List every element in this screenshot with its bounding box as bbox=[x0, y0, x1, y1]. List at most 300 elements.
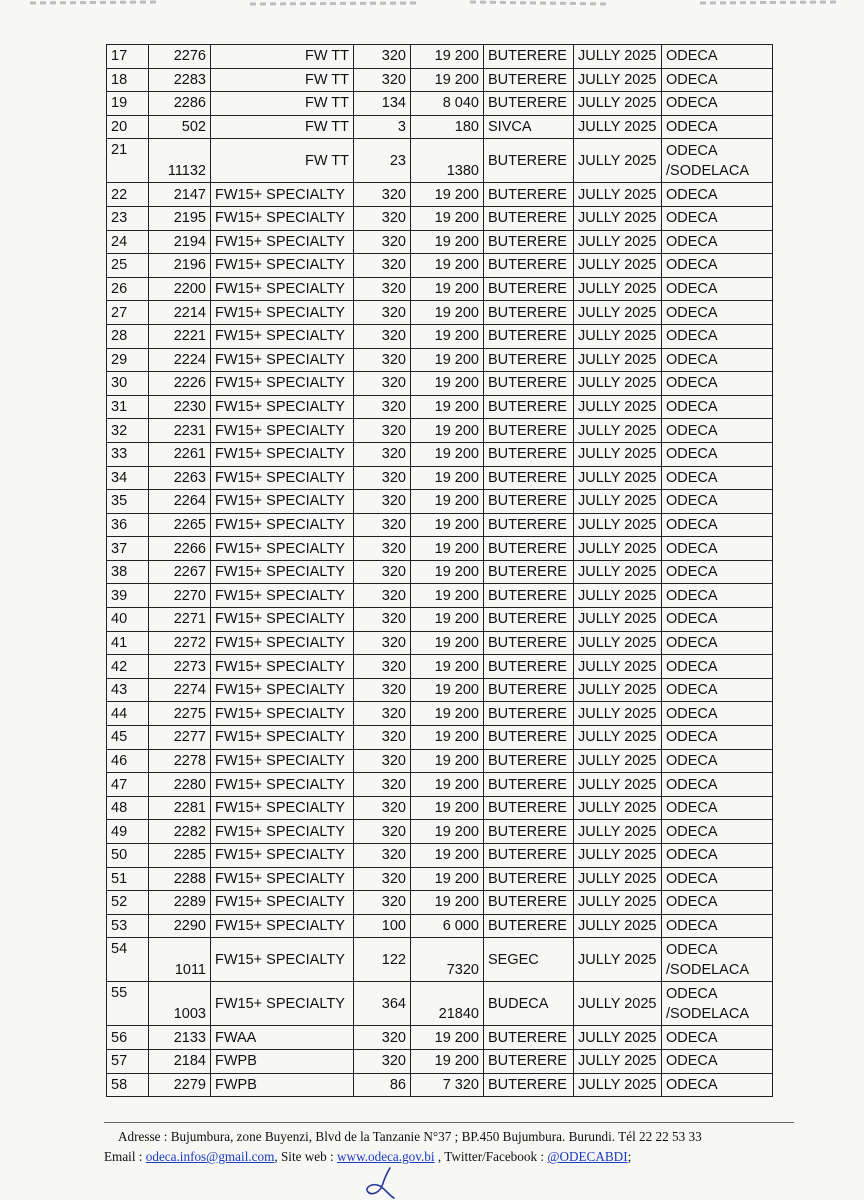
owner-cell: ODECA /SODELACA bbox=[662, 139, 773, 183]
row-number-cell: 45 bbox=[107, 726, 149, 750]
table-row bbox=[107, 68, 773, 92]
weight-kg-cell: 19 200 bbox=[411, 254, 484, 278]
grade-cell: FW15+ SPECIALTY bbox=[211, 466, 354, 490]
weight-kg-cell: 6 000 bbox=[411, 914, 484, 938]
period-cell: JULLY 2025 bbox=[574, 513, 662, 537]
social-label: , Twitter/Facebook : bbox=[434, 1149, 548, 1164]
grade-cell: FW15+ SPECIALTY bbox=[211, 678, 354, 702]
period-cell: JULLY 2025 bbox=[574, 277, 662, 301]
lot-number-cell: 2275 bbox=[149, 702, 211, 726]
lot-number-cell: 2230 bbox=[149, 395, 211, 419]
period-cell: JULLY 2025 bbox=[574, 796, 662, 820]
station-cell: BUTERERE bbox=[484, 301, 574, 325]
station-cell: BUTERERE bbox=[484, 277, 574, 301]
bag-count-cell: 3 bbox=[354, 115, 411, 139]
owner-cell: ODECA bbox=[662, 45, 773, 69]
station-cell: BUTERERE bbox=[484, 702, 574, 726]
period-cell: JULLY 2025 bbox=[574, 891, 662, 915]
table-row bbox=[107, 678, 773, 702]
weight-kg-cell: 19 200 bbox=[411, 324, 484, 348]
bag-count-cell: 320 bbox=[354, 183, 411, 207]
owner-cell: ODECA bbox=[662, 891, 773, 915]
bag-count-cell: 320 bbox=[354, 466, 411, 490]
row-number-cell: 31 bbox=[107, 395, 149, 419]
period-cell: JULLY 2025 bbox=[574, 1073, 662, 1097]
station-cell: BUTERERE bbox=[484, 324, 574, 348]
table-row bbox=[107, 982, 773, 1026]
grade-cell: FW15+ SPECIALTY bbox=[211, 749, 354, 773]
owner-cell: ODECA bbox=[662, 92, 773, 116]
period-cell: JULLY 2025 bbox=[574, 115, 662, 139]
row-number-cell: 32 bbox=[107, 419, 149, 443]
bag-count-cell: 86 bbox=[354, 1073, 411, 1097]
weight-kg-cell: 19 200 bbox=[411, 773, 484, 797]
period-cell: JULLY 2025 bbox=[574, 206, 662, 230]
owner-cell: ODECA bbox=[662, 796, 773, 820]
grade-cell: FW15+ SPECIALTY bbox=[211, 513, 354, 537]
row-number-cell: 18 bbox=[107, 68, 149, 92]
owner-cell: ODECA bbox=[662, 726, 773, 750]
lot-number-cell: 2290 bbox=[149, 914, 211, 938]
lot-number-cell: 2272 bbox=[149, 631, 211, 655]
weight-kg-cell: 19 200 bbox=[411, 631, 484, 655]
grade-cell: FWPB bbox=[211, 1049, 354, 1073]
weight-kg-cell: 19 200 bbox=[411, 183, 484, 207]
period-cell: JULLY 2025 bbox=[574, 68, 662, 92]
row-number-cell: 39 bbox=[107, 584, 149, 608]
station-cell: BUTERERE bbox=[484, 139, 574, 183]
table-row bbox=[107, 466, 773, 490]
bag-count-cell: 320 bbox=[354, 301, 411, 325]
table-row bbox=[107, 796, 773, 820]
station-cell: BUTERERE bbox=[484, 68, 574, 92]
grade-cell: FW15+ SPECIALTY bbox=[211, 914, 354, 938]
bag-count-cell: 320 bbox=[354, 348, 411, 372]
grade-cell: FW15+ SPECIALTY bbox=[211, 183, 354, 207]
lot-number-cell: 2200 bbox=[149, 277, 211, 301]
station-cell: BUTERERE bbox=[484, 513, 574, 537]
row-number-cell: 27 bbox=[107, 301, 149, 325]
station-cell: BUDECA bbox=[484, 982, 574, 1026]
row-number-cell: 49 bbox=[107, 820, 149, 844]
grade-cell: FW15+ SPECIALTY bbox=[211, 537, 354, 561]
grade-cell: FW15+ SPECIALTY bbox=[211, 490, 354, 514]
bag-count-cell: 320 bbox=[354, 537, 411, 561]
row-number-cell: 24 bbox=[107, 230, 149, 254]
social-handle-link[interactable]: @ODECABDI bbox=[547, 1149, 628, 1164]
grade-cell: FW15+ SPECIALTY bbox=[211, 254, 354, 278]
grade-cell: FW15+ SPECIALTY bbox=[211, 372, 354, 396]
grade-cell: FW15+ SPECIALTY bbox=[211, 277, 354, 301]
lot-number-cell: 2133 bbox=[149, 1026, 211, 1050]
social-suffix: ; bbox=[627, 1149, 632, 1164]
grade-cell: FW15+ SPECIALTY bbox=[211, 348, 354, 372]
station-cell: BUTERERE bbox=[484, 1026, 574, 1050]
lot-number-cell: 2281 bbox=[149, 796, 211, 820]
weight-kg-cell: 19 200 bbox=[411, 206, 484, 230]
owner-cell: ODECA bbox=[662, 1049, 773, 1073]
station-cell: BUTERERE bbox=[484, 490, 574, 514]
grade-cell: FW15+ SPECIALTY bbox=[211, 938, 354, 982]
station-cell: BUTERERE bbox=[484, 820, 574, 844]
row-number-cell: 37 bbox=[107, 537, 149, 561]
station-cell: BUTERERE bbox=[484, 1073, 574, 1097]
table-row bbox=[107, 513, 773, 537]
lot-number-cell: 2276 bbox=[149, 45, 211, 69]
lot-number-cell: 2286 bbox=[149, 92, 211, 116]
row-number-cell: 20 bbox=[107, 115, 149, 139]
grade-cell: FW15+ SPECIALTY bbox=[211, 796, 354, 820]
row-number-cell: 47 bbox=[107, 773, 149, 797]
grade-cell: FW15+ SPECIALTY bbox=[211, 560, 354, 584]
table-row bbox=[107, 230, 773, 254]
station-cell: BUTERERE bbox=[484, 608, 574, 632]
row-number-cell: 46 bbox=[107, 749, 149, 773]
row-number-cell: 55 bbox=[107, 982, 149, 1026]
period-cell: JULLY 2025 bbox=[574, 678, 662, 702]
owner-cell: ODECA bbox=[662, 230, 773, 254]
station-cell: BUTERERE bbox=[484, 844, 574, 868]
bag-count-cell: 320 bbox=[354, 206, 411, 230]
period-cell: JULLY 2025 bbox=[574, 982, 662, 1026]
lot-number-cell: 11132 bbox=[149, 139, 211, 183]
grade-cell: FW15+ SPECIALTY bbox=[211, 584, 354, 608]
owner-cell: ODECA bbox=[662, 914, 773, 938]
lot-number-cell: 2194 bbox=[149, 230, 211, 254]
owner-cell: ODECA bbox=[662, 1073, 773, 1097]
table-row bbox=[107, 560, 773, 584]
row-number-cell: 33 bbox=[107, 442, 149, 466]
row-number-cell: 28 bbox=[107, 324, 149, 348]
grade-cell: FW15+ SPECIALTY bbox=[211, 726, 354, 750]
grade-cell: FW15+ SPECIALTY bbox=[211, 301, 354, 325]
station-cell: BUTERERE bbox=[484, 678, 574, 702]
station-cell: SIVCA bbox=[484, 115, 574, 139]
weight-kg-cell: 19 200 bbox=[411, 372, 484, 396]
grade-cell: FW15+ SPECIALTY bbox=[211, 419, 354, 443]
row-number-cell: 43 bbox=[107, 678, 149, 702]
weight-kg-cell: 19 200 bbox=[411, 230, 484, 254]
lot-number-cell: 2270 bbox=[149, 584, 211, 608]
station-cell: BUTERERE bbox=[484, 442, 574, 466]
period-cell: JULLY 2025 bbox=[574, 844, 662, 868]
lot-number-cell: 2289 bbox=[149, 891, 211, 915]
lot-number-cell: 2267 bbox=[149, 560, 211, 584]
station-cell: BUTERERE bbox=[484, 372, 574, 396]
table-row bbox=[107, 584, 773, 608]
owner-cell: ODECA bbox=[662, 631, 773, 655]
lot-number-cell: 2195 bbox=[149, 206, 211, 230]
weight-kg-cell: 19 200 bbox=[411, 796, 484, 820]
owner-cell: ODECA bbox=[662, 372, 773, 396]
bag-count-cell: 320 bbox=[354, 513, 411, 537]
grade-cell: FW15+ SPECIALTY bbox=[211, 891, 354, 915]
table-row bbox=[107, 938, 773, 982]
weight-kg-cell: 19 200 bbox=[411, 419, 484, 443]
weight-kg-cell: 7 320 bbox=[411, 1073, 484, 1097]
period-cell: JULLY 2025 bbox=[574, 1049, 662, 1073]
table-body bbox=[107, 45, 773, 1097]
period-cell: JULLY 2025 bbox=[574, 631, 662, 655]
website-link[interactable]: www.odeca.gov.bi bbox=[337, 1149, 435, 1164]
footer bbox=[104, 1127, 804, 1167]
owner-cell: ODECA bbox=[662, 419, 773, 443]
row-number-cell: 56 bbox=[107, 1026, 149, 1050]
bag-count-cell: 320 bbox=[354, 45, 411, 69]
weight-kg-cell: 7320 bbox=[411, 938, 484, 982]
grade-cell: FW15+ SPECIALTY bbox=[211, 867, 354, 891]
bag-count-cell: 320 bbox=[354, 1026, 411, 1050]
grade-cell: FWAA bbox=[211, 1026, 354, 1050]
period-cell: JULLY 2025 bbox=[574, 773, 662, 797]
owner-cell: ODECA bbox=[662, 537, 773, 561]
row-number-cell: 48 bbox=[107, 796, 149, 820]
row-number-cell: 40 bbox=[107, 608, 149, 632]
bag-count-cell: 320 bbox=[354, 891, 411, 915]
row-number-cell: 35 bbox=[107, 490, 149, 514]
row-number-cell: 42 bbox=[107, 655, 149, 679]
email-link[interactable]: odeca.infos@gmail.com bbox=[145, 1149, 275, 1164]
period-cell: JULLY 2025 bbox=[574, 537, 662, 561]
weight-kg-cell: 19 200 bbox=[411, 490, 484, 514]
owner-cell: ODECA bbox=[662, 183, 773, 207]
lot-number-cell: 2277 bbox=[149, 726, 211, 750]
owner-cell: ODECA bbox=[662, 513, 773, 537]
period-cell: JULLY 2025 bbox=[574, 395, 662, 419]
station-cell: BUTERERE bbox=[484, 537, 574, 561]
table-row bbox=[107, 914, 773, 938]
lot-number-cell: 2264 bbox=[149, 490, 211, 514]
table-row bbox=[107, 773, 773, 797]
footer-contacts bbox=[104, 1147, 804, 1167]
owner-cell: ODECA bbox=[662, 301, 773, 325]
period-cell: JULLY 2025 bbox=[574, 45, 662, 69]
station-cell: BUTERERE bbox=[484, 867, 574, 891]
owner-cell: ODECA bbox=[662, 844, 773, 868]
bag-count-cell: 320 bbox=[354, 608, 411, 632]
bag-count-cell: 100 bbox=[354, 914, 411, 938]
weight-kg-cell: 8 040 bbox=[411, 92, 484, 116]
row-number-cell: 21 bbox=[107, 139, 149, 183]
row-number-cell: 19 bbox=[107, 92, 149, 116]
weight-kg-cell: 19 200 bbox=[411, 45, 484, 69]
table-row bbox=[107, 844, 773, 868]
table-row bbox=[107, 254, 773, 278]
grade-cell: FW TT bbox=[211, 45, 354, 69]
weight-kg-cell: 19 200 bbox=[411, 844, 484, 868]
station-cell: BUTERERE bbox=[484, 773, 574, 797]
table-row bbox=[107, 277, 773, 301]
row-number-cell: 30 bbox=[107, 372, 149, 396]
bag-count-cell: 320 bbox=[354, 678, 411, 702]
grade-cell: FW15+ SPECIALTY bbox=[211, 982, 354, 1026]
bag-count-cell: 320 bbox=[354, 749, 411, 773]
table-row bbox=[107, 891, 773, 915]
table-row bbox=[107, 45, 773, 69]
period-cell: JULLY 2025 bbox=[574, 419, 662, 443]
owner-cell: ODECA bbox=[662, 115, 773, 139]
owner-cell: ODECA bbox=[662, 749, 773, 773]
station-cell: SEGEC bbox=[484, 938, 574, 982]
period-cell: JULLY 2025 bbox=[574, 348, 662, 372]
footer-address: Adresse : Bujumbura, zone Buyenzi, Blvd de la Tanzanie N°37 ; BP.450 Bujumbura. Burundi. Tél 22 22 53 33 bbox=[118, 1129, 702, 1144]
lot-number-cell: 2273 bbox=[149, 655, 211, 679]
bag-count-cell: 320 bbox=[354, 1049, 411, 1073]
grade-cell: FW15+ SPECIALTY bbox=[211, 820, 354, 844]
station-cell: BUTERERE bbox=[484, 749, 574, 773]
station-cell: BUTERERE bbox=[484, 726, 574, 750]
station-cell: BUTERERE bbox=[484, 183, 574, 207]
lot-number-cell: 2280 bbox=[149, 773, 211, 797]
bag-count-cell: 320 bbox=[354, 372, 411, 396]
grade-cell: FW TT bbox=[211, 139, 354, 183]
owner-cell: ODECA /SODELACA bbox=[662, 938, 773, 982]
table-row bbox=[107, 537, 773, 561]
grade-cell: FW15+ SPECIALTY bbox=[211, 608, 354, 632]
owner-cell: ODECA bbox=[662, 68, 773, 92]
table-row bbox=[107, 348, 773, 372]
weight-kg-cell: 19 200 bbox=[411, 726, 484, 750]
weight-kg-cell: 19 200 bbox=[411, 560, 484, 584]
table-row bbox=[107, 726, 773, 750]
row-number-cell: 51 bbox=[107, 867, 149, 891]
weight-kg-cell: 19 200 bbox=[411, 442, 484, 466]
lot-number-cell: 2184 bbox=[149, 1049, 211, 1073]
owner-cell: ODECA /SODELACA bbox=[662, 982, 773, 1026]
row-number-cell: 41 bbox=[107, 631, 149, 655]
period-cell: JULLY 2025 bbox=[574, 372, 662, 396]
lot-number-cell: 2263 bbox=[149, 466, 211, 490]
owner-cell: ODECA bbox=[662, 608, 773, 632]
table-row bbox=[107, 820, 773, 844]
weight-kg-cell: 19 200 bbox=[411, 584, 484, 608]
weight-kg-cell: 19 200 bbox=[411, 678, 484, 702]
grade-cell: FW TT bbox=[211, 115, 354, 139]
weight-kg-cell: 19 200 bbox=[411, 395, 484, 419]
site-label: , Site web : bbox=[274, 1149, 338, 1164]
station-cell: BUTERERE bbox=[484, 395, 574, 419]
table-row bbox=[107, 206, 773, 230]
period-cell: JULLY 2025 bbox=[574, 301, 662, 325]
station-cell: BUTERERE bbox=[484, 92, 574, 116]
lot-number-cell: 2147 bbox=[149, 183, 211, 207]
bag-count-cell: 122 bbox=[354, 938, 411, 982]
owner-cell: ODECA bbox=[662, 254, 773, 278]
lot-number-cell: 2271 bbox=[149, 608, 211, 632]
table-row bbox=[107, 1073, 773, 1097]
weight-kg-cell: 19 200 bbox=[411, 466, 484, 490]
weight-kg-cell: 21840 bbox=[411, 982, 484, 1026]
weight-kg-cell: 19 200 bbox=[411, 301, 484, 325]
grade-cell: FW15+ SPECIALTY bbox=[211, 773, 354, 797]
owner-cell: ODECA bbox=[662, 560, 773, 584]
bag-count-cell: 320 bbox=[354, 844, 411, 868]
weight-kg-cell: 1380 bbox=[411, 139, 484, 183]
owner-cell: ODECA bbox=[662, 820, 773, 844]
station-cell: BUTERERE bbox=[484, 1049, 574, 1073]
lot-number-cell: 502 bbox=[149, 115, 211, 139]
weight-kg-cell: 19 200 bbox=[411, 1026, 484, 1050]
bag-count-cell: 320 bbox=[354, 254, 411, 278]
station-cell: BUTERERE bbox=[484, 230, 574, 254]
lot-number-cell: 2285 bbox=[149, 844, 211, 868]
weight-kg-cell: 180 bbox=[411, 115, 484, 139]
table-row bbox=[107, 655, 773, 679]
lot-number-cell: 2274 bbox=[149, 678, 211, 702]
bag-count-cell: 23 bbox=[354, 139, 411, 183]
table-row bbox=[107, 749, 773, 773]
table-row bbox=[107, 115, 773, 139]
bag-count-cell: 320 bbox=[354, 442, 411, 466]
period-cell: JULLY 2025 bbox=[574, 139, 662, 183]
row-number-cell: 58 bbox=[107, 1073, 149, 1097]
bag-count-cell: 320 bbox=[354, 726, 411, 750]
weight-kg-cell: 19 200 bbox=[411, 655, 484, 679]
bag-count-cell: 320 bbox=[354, 419, 411, 443]
weight-kg-cell: 19 200 bbox=[411, 1049, 484, 1073]
row-number-cell: 29 bbox=[107, 348, 149, 372]
bag-count-cell: 320 bbox=[354, 820, 411, 844]
weight-kg-cell: 19 200 bbox=[411, 702, 484, 726]
period-cell: JULLY 2025 bbox=[574, 867, 662, 891]
table-row bbox=[107, 324, 773, 348]
period-cell: JULLY 2025 bbox=[574, 442, 662, 466]
owner-cell: ODECA bbox=[662, 678, 773, 702]
period-cell: JULLY 2025 bbox=[574, 938, 662, 982]
period-cell: JULLY 2025 bbox=[574, 560, 662, 584]
lot-number-cell: 2283 bbox=[149, 68, 211, 92]
bag-count-cell: 320 bbox=[354, 702, 411, 726]
bag-count-cell: 364 bbox=[354, 982, 411, 1026]
lot-number-cell: 2288 bbox=[149, 867, 211, 891]
grade-cell: FW15+ SPECIALTY bbox=[211, 395, 354, 419]
lot-number-cell: 2214 bbox=[149, 301, 211, 325]
row-number-cell: 53 bbox=[107, 914, 149, 938]
table-row bbox=[107, 442, 773, 466]
owner-cell: ODECA bbox=[662, 773, 773, 797]
row-number-cell: 50 bbox=[107, 844, 149, 868]
station-cell: BUTERERE bbox=[484, 560, 574, 584]
weight-kg-cell: 19 200 bbox=[411, 891, 484, 915]
grade-cell: FW15+ SPECIALTY bbox=[211, 442, 354, 466]
grade-cell: FW15+ SPECIALTY bbox=[211, 230, 354, 254]
row-number-cell: 25 bbox=[107, 254, 149, 278]
owner-cell: ODECA bbox=[662, 442, 773, 466]
table-row bbox=[107, 419, 773, 443]
row-number-cell: 44 bbox=[107, 702, 149, 726]
grade-cell: FW15+ SPECIALTY bbox=[211, 631, 354, 655]
weight-kg-cell: 19 200 bbox=[411, 348, 484, 372]
station-cell: BUTERERE bbox=[484, 206, 574, 230]
weight-kg-cell: 19 200 bbox=[411, 513, 484, 537]
lot-number-cell: 2261 bbox=[149, 442, 211, 466]
owner-cell: ODECA bbox=[662, 395, 773, 419]
weight-kg-cell: 19 200 bbox=[411, 867, 484, 891]
row-number-cell: 34 bbox=[107, 466, 149, 490]
row-number-cell: 52 bbox=[107, 891, 149, 915]
weight-kg-cell: 19 200 bbox=[411, 68, 484, 92]
owner-cell: ODECA bbox=[662, 867, 773, 891]
grade-cell: FW15+ SPECIALTY bbox=[211, 206, 354, 230]
bag-count-cell: 320 bbox=[354, 277, 411, 301]
owner-cell: ODECA bbox=[662, 466, 773, 490]
station-cell: BUTERERE bbox=[484, 348, 574, 372]
lot-number-cell: 2221 bbox=[149, 324, 211, 348]
station-cell: BUTERERE bbox=[484, 914, 574, 938]
lot-number-cell: 2265 bbox=[149, 513, 211, 537]
table-row bbox=[107, 702, 773, 726]
bag-count-cell: 320 bbox=[354, 230, 411, 254]
